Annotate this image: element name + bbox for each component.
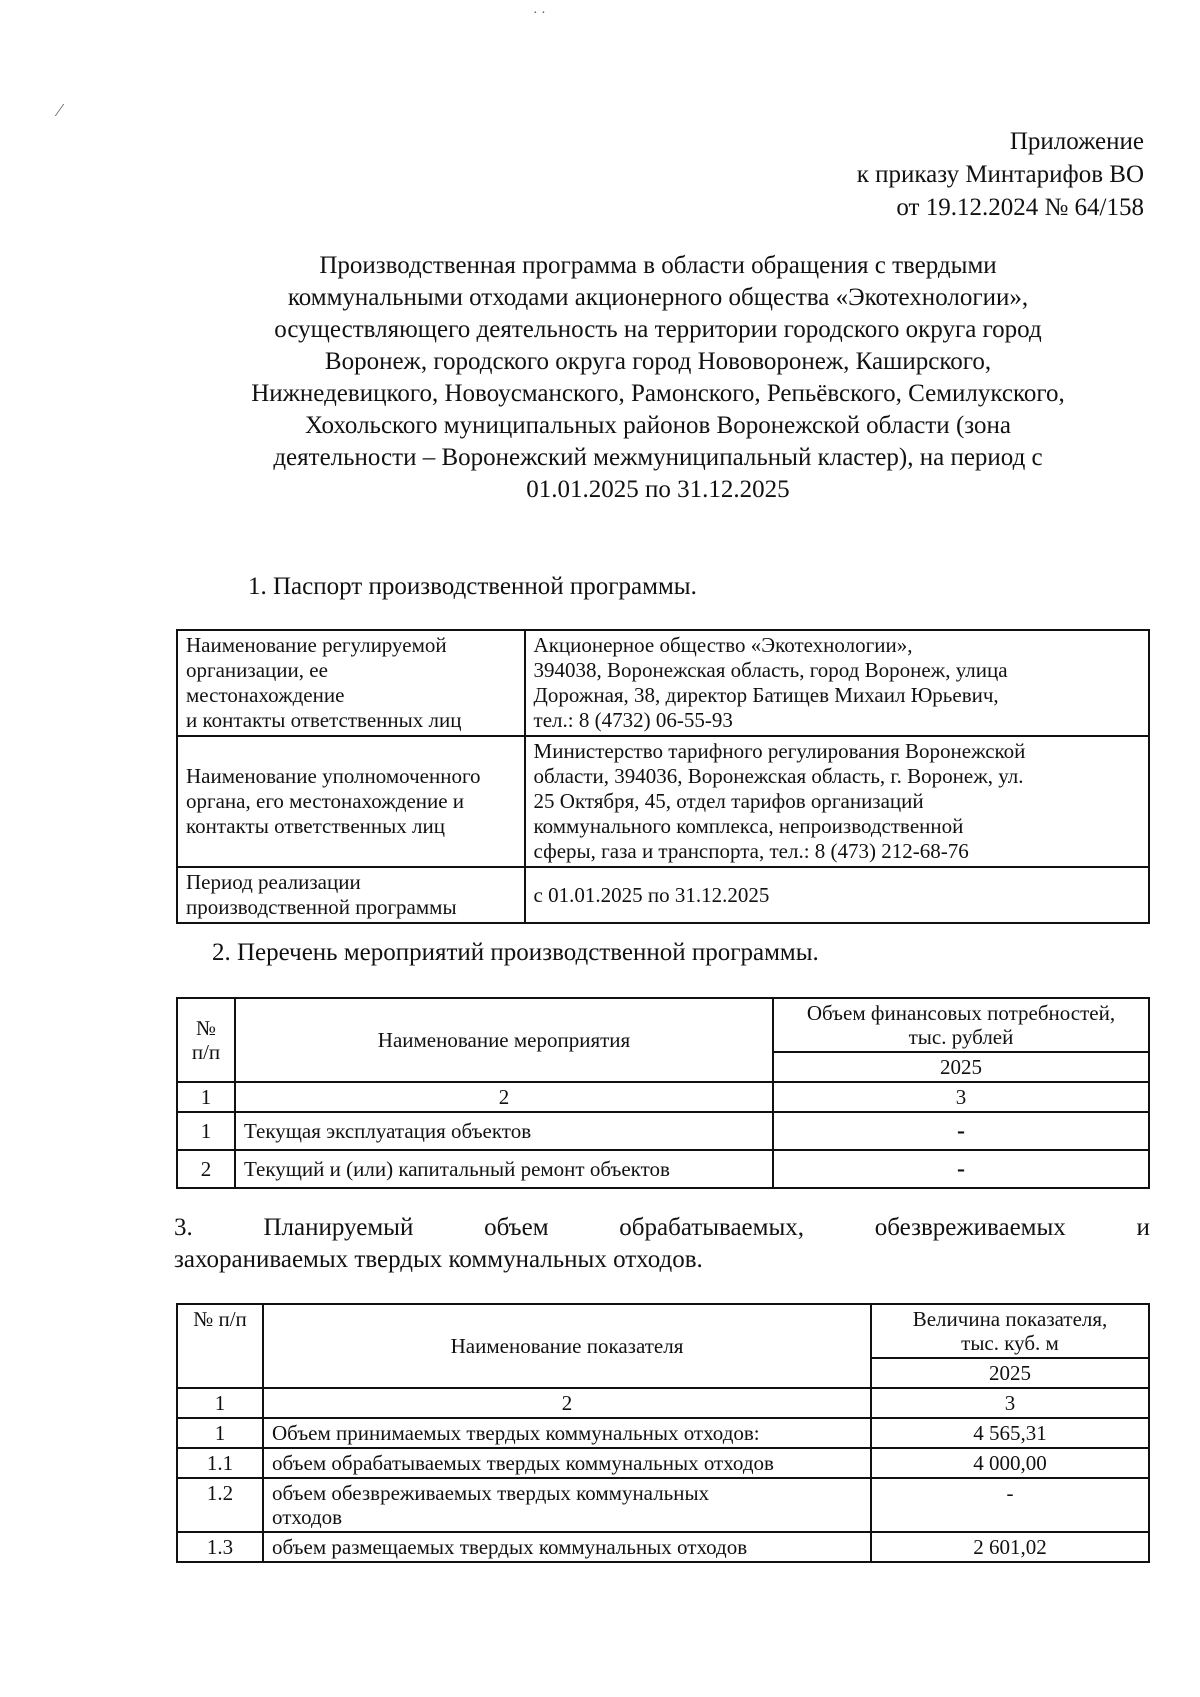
table-row	[177, 1112, 1149, 1150]
cell-line: Наименование уполномоченного	[186, 764, 481, 788]
heading-word: обрабатываемых,	[619, 1214, 805, 1241]
cell-line: контакты ответственных лиц	[186, 814, 445, 838]
document-title	[180, 250, 1136, 506]
cell-line: коммунального комплекса, непроизводственной	[533, 814, 964, 838]
cell-line: тел.: 8 (4732) 06-55-93	[533, 708, 733, 732]
table-header-row	[177, 1304, 1149, 1358]
appendix-header	[857, 125, 1144, 224]
column-header-value	[773, 998, 1149, 1052]
cell-line: организации, ее	[186, 658, 328, 682]
column-header-year: 2025	[871, 1358, 1149, 1388]
heading-word: обезвреживаемых	[874, 1214, 1066, 1241]
column-header-value	[871, 1304, 1149, 1358]
section-2-heading: 2. Перечень мероприятий производственной программы.	[212, 939, 819, 966]
row-value: 4 000,00	[871, 1448, 1149, 1478]
cell-line: Наименование регулируемой	[186, 633, 447, 657]
cell-line: отходов	[272, 1505, 343, 1529]
table-row	[177, 1478, 1149, 1532]
table-row	[177, 867, 1149, 923]
table-index-row	[177, 1082, 1149, 1112]
table-row	[177, 1418, 1149, 1448]
row-name: объем размещаемых твердых коммунальных отходов	[263, 1532, 871, 1562]
row-value: -	[773, 1150, 1149, 1188]
cell-line: Акционерное общество «Экотехнологии»,	[533, 633, 913, 657]
cell-line: п/п	[191, 1040, 221, 1064]
cell-line: Объем финансовых потребностей,	[806, 1001, 1116, 1025]
title-line: Воронеж, городского округа город Нововоронеж, Каширского,	[324, 348, 992, 375]
row-value: 2 601,02	[871, 1532, 1149, 1562]
table-header-row	[177, 998, 1149, 1052]
table-cell-label	[177, 736, 525, 867]
row-name	[263, 1478, 871, 1532]
title-line: Хохольского муниципальных районов Воронежской области (зона	[305, 412, 1011, 439]
table-cell-value	[525, 867, 1149, 923]
column-header-year: 2025	[773, 1052, 1149, 1082]
title-line: осуществляющего деятельность на территории городского округа город	[274, 316, 1042, 343]
row-value: 4 565,31	[871, 1418, 1149, 1448]
cell-line: 25 Октября, 45, отдел тарифов организаций	[533, 789, 924, 813]
column-header-name: Наименование показателя	[263, 1304, 871, 1388]
section-3-heading-line1	[174, 1212, 1150, 1244]
title-line: деятельности – Воронежский межмуниципальный кластер), на период с	[273, 444, 1043, 471]
cell-line: Министерство тарифного регулирования Воронежской	[533, 739, 1026, 763]
cell-line: 394038, Воронежская область, город Воронеж, улица	[533, 658, 1008, 682]
table-row	[177, 1150, 1149, 1188]
section-3-heading-line2: захораниваемых твердых коммунальных отходов.	[174, 1246, 703, 1273]
title-line: Производственная программа в области обращения с твердыми	[319, 252, 997, 279]
scan-artifact: · ·	[533, 6, 546, 21]
cell-line: органа, его местонахождение и	[186, 789, 465, 813]
row-name: Текущий и (или) капитальный ремонт объектов	[235, 1150, 773, 1188]
table-row	[177, 1532, 1149, 1562]
heading-word: объем	[484, 1214, 549, 1241]
column-header-name: Наименование мероприятия	[235, 998, 773, 1082]
title-line: 01.01.2025 по 31.12.2025	[526, 476, 790, 503]
heading-word: и	[1136, 1214, 1150, 1241]
row-name: объем обрабатываемых твердых коммунальных отходов	[263, 1448, 871, 1478]
row-value: -	[871, 1478, 1149, 1532]
column-header-num	[177, 998, 235, 1082]
table-cell-label	[177, 867, 525, 923]
row-num: 1	[177, 1112, 235, 1150]
cell-line: тыс. рублей	[908, 1025, 1014, 1049]
row-value: -	[773, 1112, 1149, 1150]
row-num: 1.3	[177, 1532, 263, 1562]
row-num: 1.1	[177, 1448, 263, 1478]
title-line: коммунальными отходами акционерного общества «Экотехнологии»,	[287, 284, 1029, 311]
cell-line: Величина показателя,	[912, 1307, 1108, 1331]
cell-line: области, 394036, Воронежская область, г. Воронеж, ул.	[533, 764, 1024, 788]
index-cell: 1	[177, 1082, 235, 1112]
index-cell: 2	[235, 1082, 773, 1112]
cell-line: и контакты ответственных лиц	[186, 708, 462, 732]
title-line: Нижнедевицкого, Новоусманского, Рамонского, Репьёвского, Семилукского,	[251, 380, 1065, 407]
table-row	[177, 736, 1149, 867]
passport-table	[176, 629, 1150, 924]
section-3-heading	[174, 1212, 1150, 1276]
section-1-heading: 1. Паспорт производственной программы.	[248, 573, 697, 600]
table-cell-label	[177, 630, 525, 736]
row-num: 2	[177, 1150, 235, 1188]
header-line: от 19.12.2024 № 64/158	[896, 194, 1144, 221]
row-num: 1	[177, 1418, 263, 1448]
cell-line: местонахождение	[186, 683, 345, 707]
table-cell-value	[525, 736, 1149, 867]
header-line: Приложение	[1009, 128, 1144, 155]
cell-line: производственной программы	[186, 895, 457, 919]
cell-line: с 01.01.2025 по 31.12.2025	[533, 882, 770, 907]
row-name: Объем принимаемых твердых коммунальных отходов:	[263, 1418, 871, 1448]
row-num: 1.2	[177, 1478, 263, 1532]
scan-artifact: ⁄	[58, 100, 62, 120]
index-cell: 2	[263, 1388, 871, 1418]
cell-line: сферы, газа и транспорта, тел.: 8 (473) 212-68-76	[533, 839, 969, 863]
table-cell-value	[525, 630, 1149, 736]
index-cell: 3	[773, 1082, 1149, 1112]
cell-line: объем обезвреживаемых твердых коммунальных	[272, 1481, 710, 1505]
activities-table	[176, 997, 1150, 1189]
waste-volume-table	[176, 1303, 1150, 1563]
table-row	[177, 630, 1149, 736]
cell-line: Дорожная, 38, директор Батищев Михаил Юрьевич,	[533, 683, 999, 707]
index-cell: 1	[177, 1388, 263, 1418]
column-header-num: № п/п	[177, 1304, 263, 1388]
heading-word: Планируемый	[263, 1214, 414, 1241]
heading-word: 3.	[174, 1214, 193, 1241]
table-index-row	[177, 1388, 1149, 1418]
cell-line: тыс. куб. м	[961, 1331, 1059, 1355]
header-line: к приказу Минтарифов ВО	[856, 161, 1144, 188]
cell-line: Период реализации	[186, 870, 361, 894]
row-name: Текущая эксплуатация объектов	[235, 1112, 773, 1150]
cell-line: №	[195, 1016, 217, 1040]
index-cell: 3	[871, 1388, 1149, 1418]
table-row	[177, 1448, 1149, 1478]
